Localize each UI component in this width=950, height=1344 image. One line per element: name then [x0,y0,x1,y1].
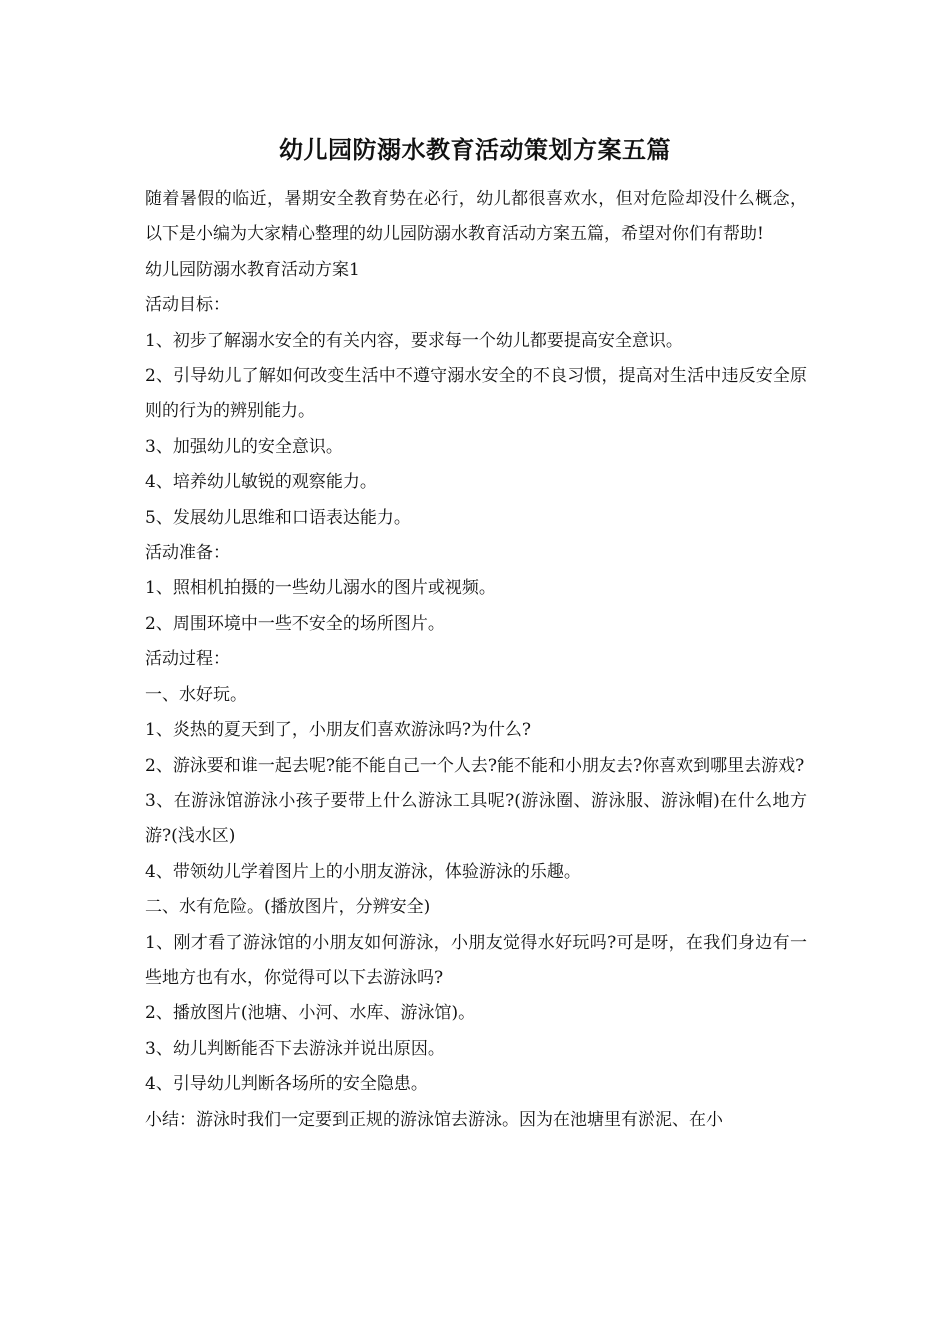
goal-item: 5、发展幼儿思维和口语表达能力。 [145,507,411,528]
process-item: 2、游泳要和谁一起去呢?能不能自己一个人去?能不能和小朋友去?你喜欢到哪里去游戏? [145,755,805,776]
goal-item: 2、引导幼儿了解如何改变生活中不遵守溺水安全的不良习惯，提高对生活中违反安全原则的行为的辨别能力。 [145,366,807,422]
document-body [145,182,807,1138]
process-item: 3、在游泳馆游泳小孩子要带上什么游泳工具呢?(游泳圈、游泳服、游泳帽)在什么地方游?(浅水区) [145,790,807,847]
process-item: 2、播放图片(池塘、小河、水库、游泳馆)。 [145,1003,476,1024]
goal-item: 3、加强幼儿的安全意识。 [145,436,343,457]
preparation-item: 1、照相机拍摄的一些幼儿溺水的图片或视频。 [145,578,496,599]
process-item: 4、引导幼儿判断各场所的安全隐患。 [145,1074,428,1095]
process-item: 3、幼儿判断能否下去游泳并说出原因。 [145,1038,445,1059]
process-item: 1、炎热的夏天到了，小朋友们喜欢游泳吗?为什么? [145,720,532,741]
goal-item: 4、培养幼儿敏锐的观察能力。 [145,472,377,493]
intro-paragraph: 随着暑假的临近，暑期安全教育势在必行，幼儿都很喜欢水，但对危险却没什么概念，以下是小编为大家精心整理的幼儿园防溺水教育活动方案五篇，希望对你们有帮助! [145,189,807,245]
subheading-process: 活动过程： [145,649,230,670]
document-title: 幼儿园防溺水教育活动策划方案五篇 [279,135,671,164]
process-item: 4、带领幼儿学着图片上的小朋友游泳，体验游泳的乐趣。 [145,861,581,882]
process-step-heading: 一、水好玩。 [145,684,247,705]
process-step-heading: 二、水有危险。(播放图片，分辨安全) [145,897,431,918]
summary-paragraph: 小结：游泳时我们一定要到正规的游泳馆去游泳。因为在池塘里有淤泥、在小 [145,1109,723,1130]
section-heading: 幼儿园防溺水教育活动方案1 [145,259,360,280]
subheading-goals: 活动目标： [145,295,230,316]
preparation-item: 2、周围环境中一些不安全的场所图片。 [145,613,445,634]
subheading-preparation: 活动准备： [145,543,230,564]
process-item: 1、刚才看了游泳馆的小朋友如何游泳，小朋友觉得水好玩吗?可是呀，在我们身边有一些地方也有水，你觉得可以下去游泳吗? [145,932,807,988]
goal-item: 1、初步了解溺水安全的有关内容，要求每一个幼儿都要提高安全意识。 [145,330,683,351]
